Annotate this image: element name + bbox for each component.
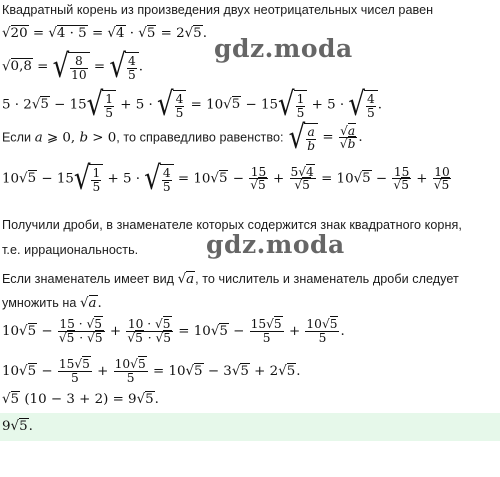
watermark-1: gdz.moda: [214, 34, 353, 63]
paragraph-denominator: Если знаменатель имеет вид √a, то числитель и знаменатель дроби следует: [2, 272, 459, 287]
formula-expression-2: 10√5 − 15 √ $\frac{1}{5}$ + 5 · √ $\frac{4}{5}$ = 10√5 − $\frac{15}{√5}$ + $\frac{5√4}{√5}$ = 10√5 − $\frac{15}{√5}$ + $\frac{10}{√5}$: [2, 160, 450, 198]
formula-expression-1: 5 · 2√5 − 15 √ $\frac{1}{5}$ + 5 · √ $\frac{4}{5}$ = 10√5 − 15 √ $\frac{1}{5}$ + 5 · √ $\frac{4}{5}$ .: [2, 86, 383, 124]
formula-sqrt08: √0,8 = √ $\frac{8}{10}$ = √ $\frac{4}{5}$ .: [2, 48, 144, 86]
formula-factored: √5 (10 − 3 + 2) = 9√5.: [2, 392, 159, 407]
paragraph-product-rule: Квадратный корень из произведения двух неотрицательных чисел равен: [2, 3, 434, 17]
formula-expression-3: 10√5 − $\frac{15 \cdot √5}{√5 \cdot √5}$ + $\frac{10 \cdot √5}{√5 \cdot √5}$ = 10√5 − $\frac{15√5}{5}$ + $\frac{10√5}{5}$ .: [2, 317, 345, 345]
formula-expression-4: 10√5 − $\frac{15√5}{5}$ + $\frac{10√5}{5}$ = 10√5 − 3√5 + 2√5.: [2, 357, 301, 385]
paragraph-irrational-2: т.е. иррациональность.: [2, 243, 139, 257]
answer-highlight: [0, 413, 500, 441]
paragraph-irrational-1: Получили дроби, в знаменателе которых содержится знак квадратного корня,: [2, 218, 462, 232]
watermark-2: gdz.moda: [206, 230, 345, 259]
paragraph-multiply: умножить на √a.: [2, 296, 102, 311]
answer-value: 9√5.: [2, 419, 33, 434]
formula-sqrt20: √20 = √4 · 5 = √4 · √5 = 2√5.: [2, 26, 207, 41]
condition-line: Если a ⩾ 0, b > 0, то справедливо равенство: √ $\frac{a}{b}$ = $\frac{√a}{√b}$ .: [2, 119, 363, 157]
